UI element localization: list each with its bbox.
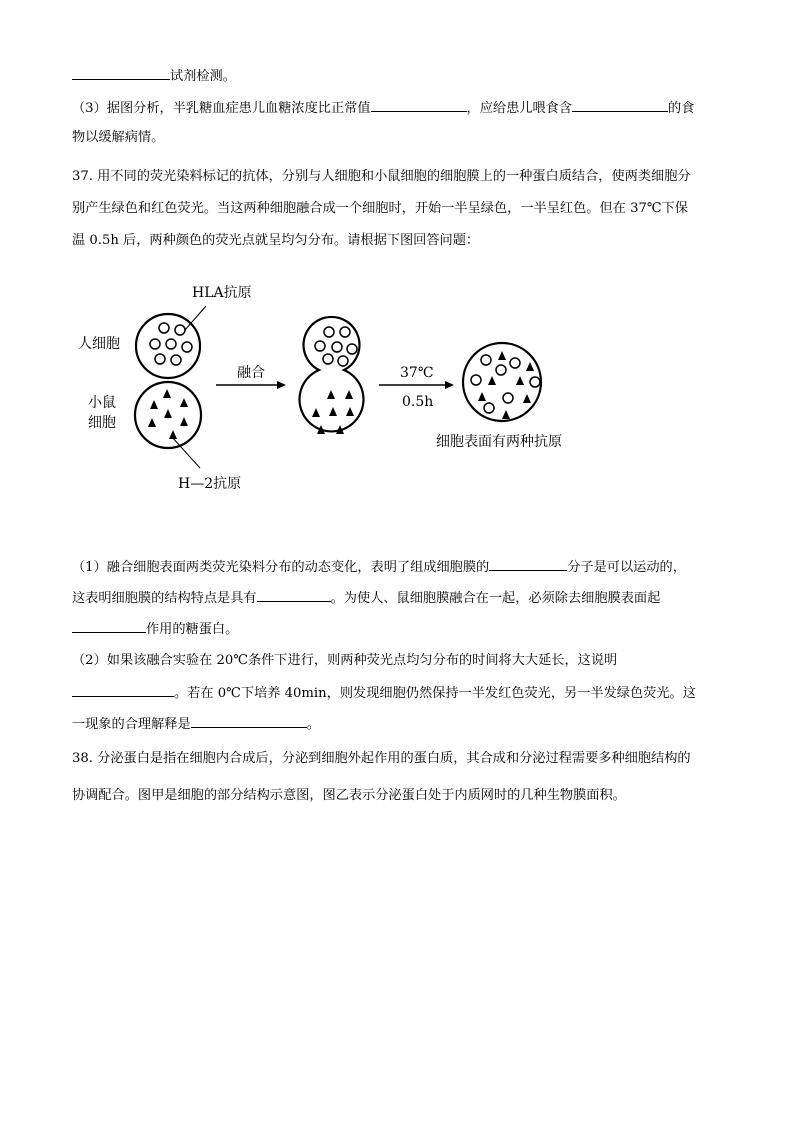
hla-antigen-label: HLA抗原 (192, 285, 252, 301)
incubation-arrow-head (445, 381, 454, 389)
question-37-1-line-3: 作用的糖蛋白。 (72, 619, 238, 639)
cell-fusion-diagram (72, 270, 672, 500)
cell-fusion-figure (72, 270, 672, 500)
figure-caption: 细胞表面有两种抗原 (436, 434, 562, 450)
fused-hla-antigens (315, 327, 357, 366)
answer-blank[interactable] (371, 98, 467, 112)
hla-pointer-line (185, 306, 206, 330)
question-37-2-line-3: 一现象的合理解释是 。 (72, 714, 320, 734)
answer-blank[interactable] (72, 619, 146, 633)
mouse-cell-label-2: 细胞 (88, 415, 116, 431)
question-3-line-2: 物以缓解病情。 (72, 130, 165, 145)
question-37-line-2: 别产生绿色和红色荧光。当这两种细胞融合成一个细胞时，开始一半呈绿色，一半呈红色。但在 37℃下保 (72, 201, 688, 216)
h2-pointer-line (171, 436, 200, 468)
human-cell-label: 人细胞 (78, 336, 120, 352)
question-3-line-1: （3）据图分析，半乳糖血症患儿血糖浓度比正常值 ，应给患儿喂食含 的食 (72, 98, 694, 118)
answer-blank[interactable] (191, 714, 307, 728)
question-38-line-2: 协调配合。图甲是细胞的部分结构示意图，图乙表示分泌蛋白处于内质网时的几种生物膜面积。 (72, 788, 626, 803)
final-h2-antigens (478, 351, 534, 419)
question-37-1-line-1: （1）融合细胞表面两类荧光染料分布的动态变化，表明了组成细胞膜的 分子是可以运动的， (72, 557, 686, 577)
answer-blank[interactable] (572, 98, 668, 112)
question-37-2-line-1: （2）如果该融合实验在 20℃条件下进行，则两种荧光点均匀分布的时间将大大延长，这说明 (72, 653, 618, 668)
answer-blank[interactable] (72, 66, 170, 80)
question-37-2-line-2: 。若在 0℃下培养 40min，则发现细胞仍然保持一半发红色荧光，另一半发绿色荧光。这 (72, 683, 696, 703)
h2-antigens (148, 389, 188, 439)
temperature-label: 37℃ (400, 365, 434, 381)
text-line: 试剂检测。 (72, 66, 236, 86)
answer-blank[interactable] (489, 557, 567, 571)
h2-antigen-label: H—2抗原 (178, 476, 242, 492)
fusion-label: 融合 (237, 365, 265, 381)
question-38-line-1: 38. 分泌蛋白是指在细胞内合成后，分泌到细胞外起作用的蛋白质，其合成和分泌过程需要多种细胞结构的 (72, 751, 691, 766)
question-37-line-1: 37. 用不同的荧光染料标记的抗体，分别与人细胞和小鼠细胞的细胞膜上的一种蛋白质结合，使两类细胞分 (72, 169, 691, 184)
mouse-cell-label-1: 小鼠 (88, 395, 116, 411)
time-label: 0.5h (402, 394, 434, 410)
question-37-line-3: 温 0.5h 后，两种颜色的荧光点就呈均匀分布。请根据下图回答问题： (72, 233, 480, 248)
question-37-1-line-2: 这表明细胞膜的结构特点是具有 。为使人、鼠细胞膜融合在一起，必须除去细胞膜表面起 (72, 588, 660, 608)
fusion-arrow-head (277, 381, 286, 389)
answer-blank[interactable] (257, 588, 331, 602)
answer-blank[interactable] (72, 683, 174, 697)
